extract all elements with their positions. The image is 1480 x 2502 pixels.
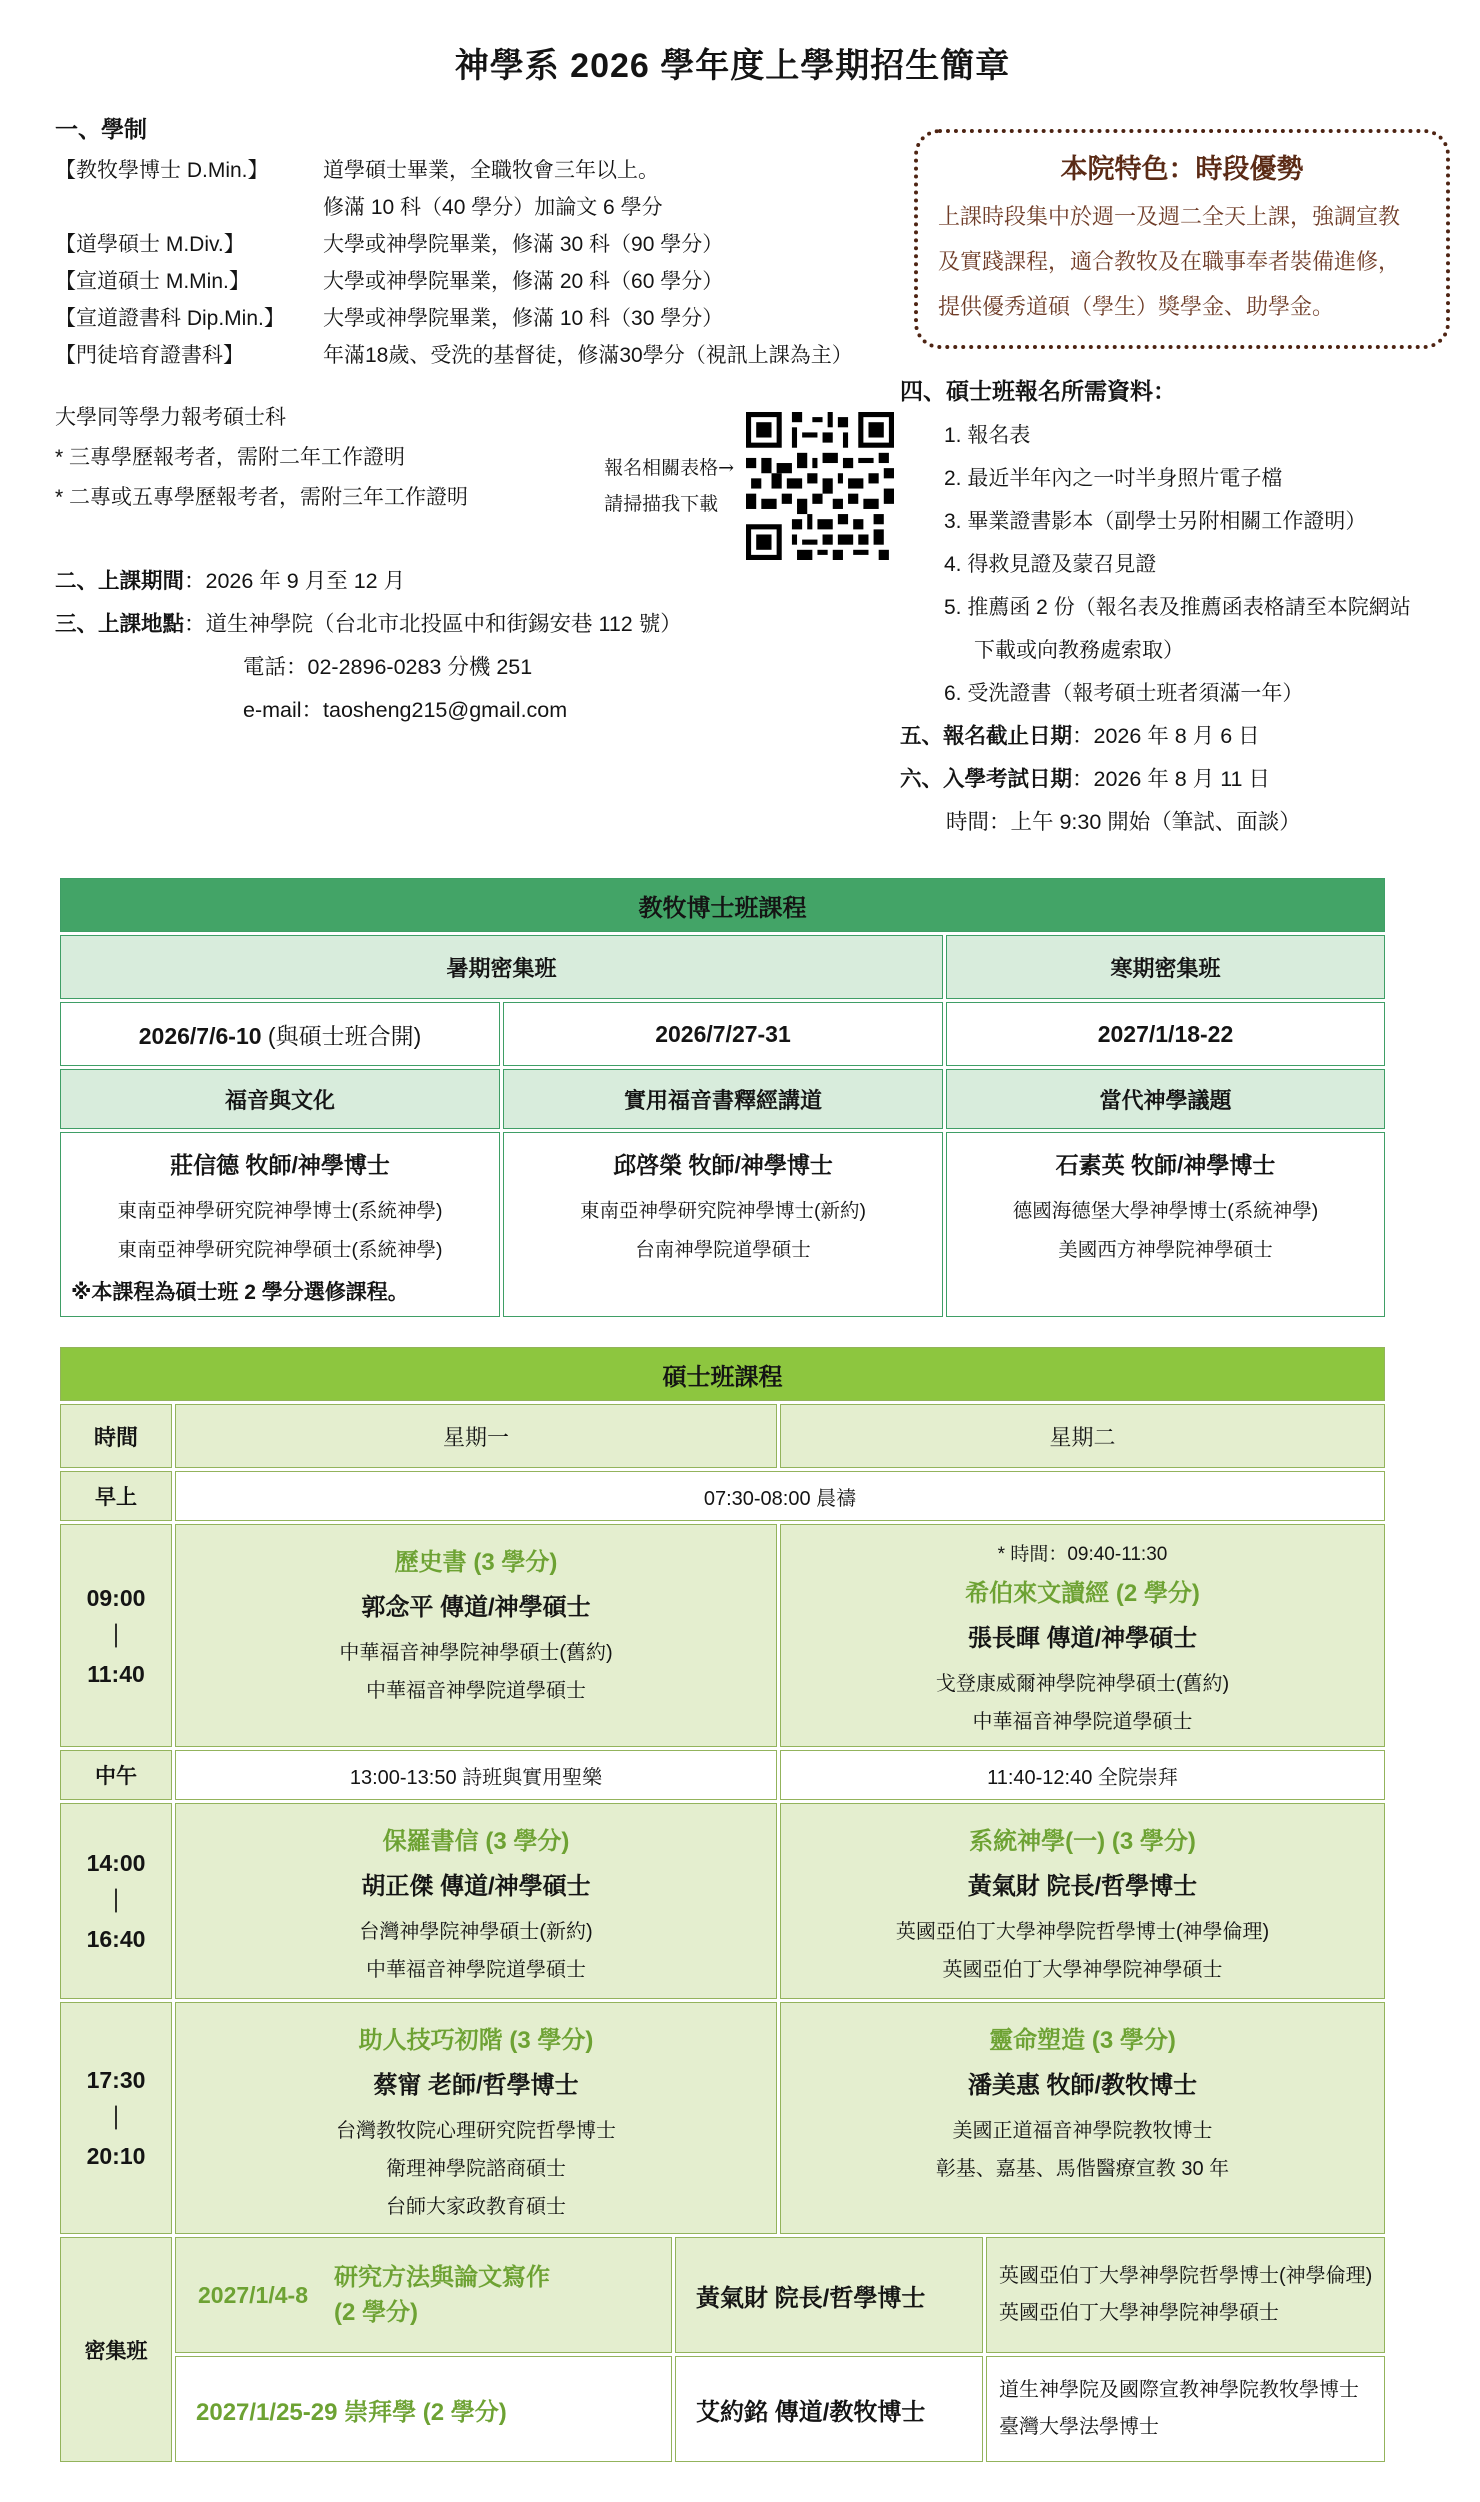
class-location-value: ：道生神學院（台北市北投區中和街錫安巷 112 號）: [184, 612, 682, 636]
program-desc-line: 道學碩士畢業，全職牧會三年以上。: [323, 159, 659, 182]
instructor-credential: 德國海德堡大學神學博士(系統神學): [1012, 1200, 1319, 1222]
slot-end-time: 16:40: [86, 1926, 146, 1952]
course-teacher: 蔡甯 老師/哲學博士: [373, 2072, 579, 2099]
course-teacher: 黃氣財 院長/哲學博士: [696, 2284, 926, 2312]
qr-note-line: 報名相關表格→: [604, 457, 734, 479]
program-label: 【教牧學博士 D.Min.】: [55, 159, 269, 182]
deadline-line: [900, 715, 1450, 758]
class-location-line: [55, 603, 900, 646]
instructor-credential: 東南亞神學研究院神學博士(新約): [580, 1200, 866, 1222]
table-row: [60, 1471, 1385, 1521]
time-exception-note: * 時間：09:40-11:30: [997, 1544, 1168, 1565]
teacher-credential: 戈登康威爾神學院神學碩士(舊約): [935, 1673, 1230, 1695]
qr-block: [604, 412, 894, 560]
exam-time-line: 時間：上午 9:30 開始（筆試、面談）: [946, 810, 1301, 834]
slot-time-separator: ｜: [104, 2105, 128, 2131]
intensive-teacher-cell: [675, 2237, 983, 2353]
qr-note-line: 請掃描我下載: [604, 493, 719, 515]
table-row: [60, 935, 1385, 999]
program-label: 【門徒培育證書科】: [55, 344, 244, 367]
qr-code-icon: [746, 412, 894, 560]
session-date-cell: [503, 1002, 943, 1066]
equivalency-line: * 二專或五專學歷報考者，需附三年工作證明: [55, 486, 469, 509]
morning-activity: 07:30-08:00 晨禱: [175, 1471, 1385, 1521]
teacher-credential: 中華福音神學院神學碩士(舊約): [339, 1642, 613, 1664]
instructor-cell: [60, 1132, 500, 1317]
feature-box: [914, 129, 1450, 349]
teacher-credential: 衛理神學院諮商碩士: [386, 2158, 566, 2180]
time-slot-cell: [60, 2002, 172, 2234]
teacher-credential: 臺灣大學法學博士: [999, 2416, 1159, 2438]
requirement-item: 4. 得救見證及蒙召見證: [944, 553, 1157, 576]
course-teacher: 潘美惠 牧師/教牧博士: [967, 2072, 1198, 2099]
course-teacher: 胡正傑 傳道/神學碩士: [361, 1873, 591, 1900]
slot-end-time: 20:10: [86, 2143, 146, 2169]
email-line: e-mail：taosheng215@gmail.com: [243, 698, 568, 722]
monday-course-cell: [175, 1524, 777, 1747]
intensive-course-line: (2 學分): [333, 2299, 418, 2326]
intensive-credentials-cell: [986, 2356, 1385, 2462]
instructor-credential: 台南神學院道學碩士: [635, 1239, 811, 1261]
intensive-teacher-cell: [675, 2356, 983, 2462]
equivalency-line: 大學同等學力報考碩士科: [55, 406, 286, 429]
exam-date-value: ：2026 年 8 月 11 日: [1072, 767, 1270, 791]
slot-time-separator: ｜: [104, 1622, 128, 1649]
table-row: [60, 1132, 1385, 1317]
tuesday-course-cell: [780, 1803, 1385, 1999]
teacher-credential: 台灣教牧院心理研究院哲學博士: [336, 2120, 616, 2142]
teacher-credential: 英國亞伯丁大學神學院神學碩士: [942, 1959, 1223, 1981]
course-name-cell: 實用福音書釋經講道: [503, 1069, 943, 1129]
course-teacher: 郭念平 傳道/神學碩士: [361, 1594, 591, 1621]
dmin-table-title: 教牧博士班課程: [60, 878, 1385, 932]
feature-box-line: 提供優秀道碩（學生）獎學金、助學金。: [938, 294, 1335, 319]
monday-course-cell: [175, 2002, 777, 2234]
teacher-credential: 彰基、嘉基、馬偕醫療宣教 30 年: [935, 2158, 1230, 2180]
session-date: 2026/7/27-31: [655, 1020, 791, 1047]
dmin-course-table: [60, 878, 1385, 1317]
program-desc: [323, 152, 900, 226]
teacher-credential: 英國亞伯丁大學神學院哲學博士(神學倫理): [895, 1921, 1270, 1943]
teacher-credential: 道生神學院及國際宣教神學院教牧學博士: [999, 2379, 1359, 2401]
table-row: [60, 2002, 1385, 2234]
tuesday-course-cell: [780, 2002, 1385, 2234]
winter-session-header: 寒期密集班: [946, 935, 1385, 999]
session-date-note: (與碩士班合開): [261, 1022, 422, 1049]
time-column-header: 時間: [60, 1404, 172, 1468]
intensive-rows: [175, 2237, 1385, 2462]
program-label: 【道學碩士 M.Div.】: [55, 233, 245, 256]
session-date-cell: [60, 1002, 500, 1066]
session-date: 2026/7/6-10: [138, 1022, 262, 1049]
course-name-cell: 當代神學議題: [946, 1069, 1385, 1129]
class-period-line: [55, 560, 900, 603]
instructor-cell: [503, 1132, 943, 1317]
class-location-label: 三、上課地點: [55, 612, 185, 636]
section-heading-requirements: 四、碩士班報名所需資料：: [900, 378, 1176, 404]
requirements-list: [944, 414, 1450, 715]
course-name-cell: 福音與文化: [60, 1069, 500, 1129]
section-heading-programs: 一、學制: [55, 116, 147, 142]
intensive-date-course-cell: [175, 2356, 672, 2462]
intensive-course-line: 研究方法與論文寫作: [333, 2264, 550, 2291]
phone-line: 電話：02-2896-0283 分機 251: [243, 655, 533, 679]
teacher-credential: 中華福音神學院道學碩士: [972, 1711, 1193, 1733]
time-slot-cell: [60, 1524, 172, 1747]
instructor-name: 石素英 牧師/神學博士: [1055, 1152, 1276, 1178]
feature-box-line: 及實踐課程，適合教牧及在職事奉者裝備進修，: [938, 249, 1401, 274]
requirement-item-continuation: 下載或向教務處索取）: [974, 639, 1184, 662]
course-title: 保羅書信 (3 學分): [382, 1828, 570, 1855]
program-desc: 年滿18歲、受洗的基督徒，修滿30學分（視訊上課為主）: [323, 344, 853, 367]
table-row: [60, 1069, 1385, 1129]
course-title: 歷史書 (3 學分): [394, 1549, 558, 1576]
course-teacher: 張長暉 傳道/神學碩士: [967, 1625, 1198, 1652]
intensive-course-title: [334, 2260, 550, 2330]
slot-end-time: 11:40: [87, 1660, 145, 1687]
course-teacher: 艾約銘 傳道/教牧博士: [696, 2398, 926, 2426]
noon-label: 中午: [60, 1750, 172, 1800]
time-slot-cell: [60, 1803, 172, 1999]
class-period-label: 二、上課期間: [55, 569, 185, 593]
deadline-value: ：2026 年 8 月 6 日: [1072, 724, 1260, 748]
top-section: [55, 107, 1450, 844]
class-period-value: ：2026 年 9 月至 12 月: [184, 569, 406, 593]
requirement-item: 1. 報名表: [944, 424, 1031, 447]
left-column: [55, 107, 900, 844]
course-note: ※本課程為碩士班 2 學分選修課程。: [71, 1281, 409, 1304]
summer-session-header: 暑期密集班: [60, 935, 943, 999]
noon-monday-activity: 13:00-13:50 詩班與實用聖樂: [175, 1750, 777, 1800]
feature-box-line: 上課時段集中於週一及週二全天上課，強調宣教: [938, 204, 1401, 229]
equivalency-lines: [55, 398, 604, 560]
instructor-cell: [946, 1132, 1385, 1317]
table-row: [60, 1750, 1385, 1800]
program-desc: 大學或神學院畢業，修滿 10 科（30 學分）: [323, 307, 724, 330]
tuesday-column-header: 星期二: [780, 1404, 1385, 1468]
requirement-item: 6. 受洗證書（報考碩士班者須滿一年）: [944, 682, 1304, 705]
intensive-date-course: 2027/1/25-29 崇拜學 (2 學分): [196, 2398, 507, 2426]
table-row: [175, 2356, 1385, 2462]
slot-start-time: 09:00: [86, 1584, 146, 1611]
program-label: 【宣道證書科 Dip.Min.】: [55, 307, 285, 330]
table-row: [60, 1347, 1385, 1401]
intensive-date: 2027/1/4-8: [198, 2281, 308, 2308]
equivalency-block: [55, 398, 900, 560]
instructor-name: 莊信德 牧師/神學博士: [170, 1152, 390, 1178]
teacher-credential: 台灣神學院神學碩士(新約): [359, 1921, 593, 1943]
course-teacher: 黃氣財 院長/哲學博士: [967, 1873, 1198, 1900]
morning-label: 早上: [60, 1471, 172, 1521]
session-date: 2027/1/18-22: [1097, 1020, 1234, 1047]
teacher-credential: 中華福音神學院道學碩士: [366, 1680, 586, 1702]
instructor-credential: 美國西方神學院神學碩士: [1058, 1239, 1273, 1261]
teacher-credential: 英國亞伯丁大學神學院神學碩士: [999, 2302, 1279, 2324]
teacher-credential: 台師大家政教育碩士: [386, 2196, 566, 2218]
slot-start-time: 17:30: [86, 2067, 146, 2093]
program-label: 【宣道碩士 M.Min.】: [55, 270, 250, 293]
program-desc: 大學或神學院畢業，修滿 20 科（60 學分）: [323, 270, 724, 293]
intensive-session-block: [60, 2237, 1385, 2462]
deadline-label: 五、報名截止日期: [900, 724, 1073, 748]
right-column: [900, 107, 1450, 844]
feature-box-title: 本院特色：時段優勢: [1060, 154, 1304, 184]
table-row: [60, 1524, 1385, 1747]
monday-column-header: 星期一: [175, 1404, 777, 1468]
instructor-credential: 東南亞神學研究院神學碩士(系統神學): [117, 1239, 443, 1261]
noon-tuesday-activity: 11:40-12:40 全院崇拜: [780, 1750, 1385, 1800]
course-title: 助人技巧初階 (3 學分): [358, 2027, 594, 2054]
intensive-label: 密集班: [60, 2237, 172, 2462]
masters-table-title: 碩士班課程: [60, 1347, 1385, 1401]
program-desc: 大學或神學院畢業，修滿 30 科（90 學分）: [323, 233, 724, 256]
masters-course-table: [60, 1347, 1385, 2462]
exam-date-line: [900, 758, 1450, 801]
equivalency-line: * 三專學歷報考者，需附二年工作證明: [55, 446, 406, 469]
intensive-date-course-cell: [175, 2237, 672, 2353]
teacher-credential: 美國正道福音神學院教牧博士: [952, 2120, 1213, 2142]
program-desc-line: 修滿 10 科（40 學分）加論文 6 學分: [323, 196, 663, 219]
requirement-item: 5. 推薦函 2 份（報名表及推薦函表格請至本院網站: [944, 596, 1411, 619]
requirement-item: 2. 最近半年內之一吋半身照片電子檔: [944, 467, 1283, 490]
tuesday-course-cell: [780, 1524, 1385, 1747]
course-title: 系統神學(一) (3 學分): [969, 1828, 1196, 1855]
teacher-credential: 英國亞伯丁大學神學院哲學博士(神學倫理): [999, 2265, 1373, 2287]
intensive-credentials-cell: [986, 2237, 1385, 2353]
page-title: 神學系 2026 學年度上學期招生簡章: [454, 47, 1011, 85]
slot-start-time: 14:00: [86, 1850, 146, 1876]
session-date-cell: [946, 1002, 1385, 1066]
monday-course-cell: [175, 1803, 777, 1999]
slot-time-separator: ｜: [104, 1888, 128, 1914]
requirement-item: 3. 畢業證書影本（副學士另附相關工作證明）: [944, 510, 1367, 533]
instructor-credential: 東南亞神學研究院神學博士(系統神學): [117, 1200, 443, 1222]
program-list: [55, 152, 900, 374]
table-row: [60, 1404, 1385, 1468]
table-row: [175, 2237, 1385, 2353]
table-row: [60, 1002, 1385, 1066]
course-title: 希伯來文讀經 (2 學分): [965, 1580, 1200, 1607]
course-title: 靈命塑造 (3 學分): [989, 2027, 1176, 2054]
table-row: [60, 878, 1385, 932]
instructor-name: 邱啓榮 牧師/神學博士: [613, 1152, 833, 1178]
teacher-credential: 中華福音神學院道學碩士: [366, 1959, 586, 1981]
qr-note: [604, 450, 734, 522]
exam-date-label: 六、入學考試日期: [900, 767, 1073, 791]
table-row: [60, 1803, 1385, 1999]
